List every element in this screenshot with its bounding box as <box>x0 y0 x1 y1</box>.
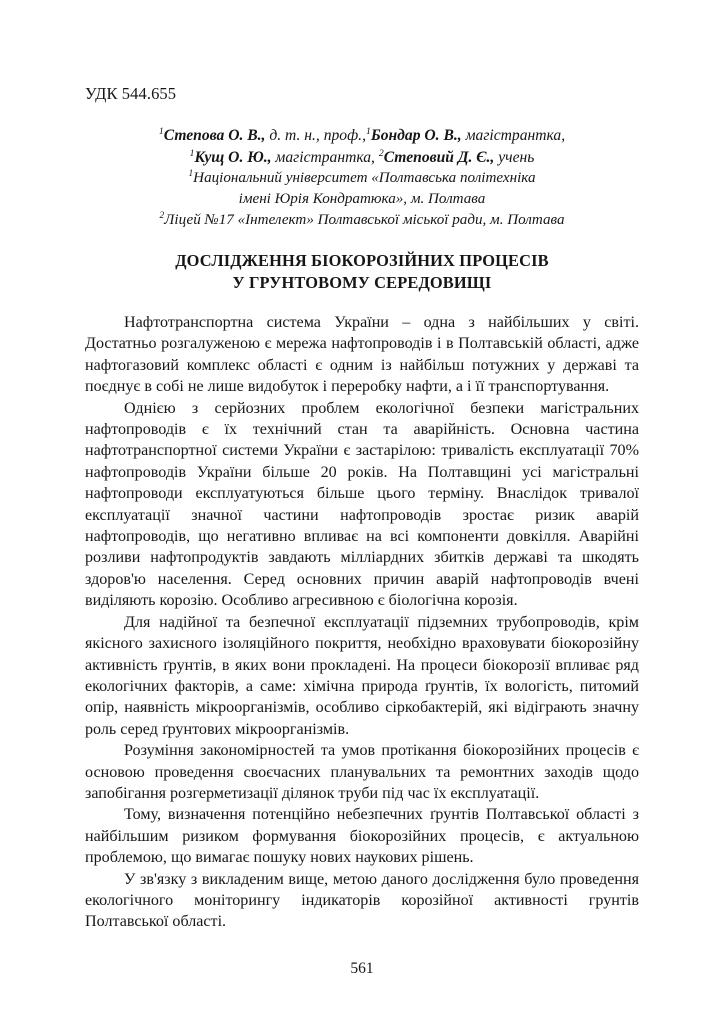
article-body <box>85 312 639 933</box>
author-role: магістрантка, <box>271 148 379 166</box>
body-paragraph: Розуміння закономірностей та умов протікання біокорозійних процесів є основою проведення своєчасних планувальних та ремонтних заходів щодо запобігання розгерметизації ділянок труби під час їх експлуатації. <box>85 742 639 802</box>
author-line <box>85 147 639 169</box>
page-content <box>85 0 639 933</box>
title-line-1: ДОСЛІДЖЕННЯ БІОКОРОЗІЙНИХ ПРОЦЕСІВ <box>175 251 549 270</box>
author-line <box>85 125 639 147</box>
body-paragraph: Нафтотранспортна система України – одна з найбільших у світі. Достатньо розгалуженою є мережа нафтопроводів і в Полтавській області, адже нафтогазовий комплекс області є одним із найбільш потужних у державі та поєднує в собі не лише видобуток і переробку нафти, а і її транспортування. <box>85 314 639 396</box>
author-name: Кущ О. Ю., <box>194 148 272 166</box>
author-role: магістрантка, <box>461 127 566 144</box>
author-name: Бондар О. В., <box>370 127 462 144</box>
page-title <box>85 250 639 294</box>
author-role: учень <box>494 148 535 166</box>
body-paragraph: Тому, визначення потенційно небезпечних ґрунтів Полтавської області з найбільшим ризиком формування біокорозійних процесів, є актуальною проблемою, що вимагає пошуку нових наукових рішень. <box>85 806 639 867</box>
author-name: Степова О. В., <box>163 127 266 144</box>
body-paragraph: Для надійної та безпечної експлуатації підземних трубопроводів, крім якісного захисного ізоляційного покриття, необхідно враховувати біокорозійну активність ґрунтів, в яких вони прокладені. На процеси біокорозії впливає ряд екологічних факторів, а саме: хімічна природа ґрунтів, їх вологість, питомий опір, наявність мікроорганізмів, особливо сіркобактерій, які відіграють значну роль серед ґрунтових мікроорганізмів. <box>85 613 639 738</box>
affiliation-marker: 2 <box>378 147 384 159</box>
affiliation-marker: 1 <box>158 125 164 137</box>
affiliation-text: Національний університет «Полтавська політехніка <box>193 170 536 186</box>
affiliations-block <box>85 168 639 231</box>
affiliation-marker: 1 <box>365 125 371 137</box>
udc-code: УДК 544.655 <box>85 84 177 103</box>
body-paragraph: У зв'язку з викладеним вище, метою даного дослідження було проведення екологічного моніторингу індикаторів корозійної активності грунтів Полтавської області. <box>85 870 639 931</box>
page-number: 561 <box>350 960 374 977</box>
affiliation-marker: 1 <box>188 168 194 179</box>
affiliation-line <box>85 189 639 210</box>
affiliation-line <box>85 210 639 231</box>
body-paragraph: Однією з серйозних проблем екологічної безпеки магістральних нафтопроводів є їх технічний стан та аварійність. Основна частина нафтотранспортної системи України є застарілою: тривалість експлуатації 70% нафтопроводів України більше 20 років. На Полтавщині усі магістральні нафтопроводи експлуатуються більше цього терміну. Внаслідок тривалої експлуатації значної частини нафтопроводів зростає ризик аварій нафтопроводів, що негативно впливає на всі компоненти довкілля. Аварійні розливи нафтопродуктів завдають мілліардних збитків державі та шкодять здоров'ю населення. Серед основних причин аварій нафтопроводів вчені виділяють корозію. Особливо агресивною є біологічна корозія. <box>85 399 639 610</box>
affiliation-line <box>85 168 639 189</box>
affiliation-text: імені Юрія Кондратюка», м. Полтава <box>238 191 486 207</box>
author-role: д. т. н., проф., <box>265 127 366 144</box>
affiliation-marker: 1 <box>189 147 195 159</box>
authors-block <box>85 125 639 168</box>
title-line-2: У ГРУНТОВОМУ СЕРЕДОВИЩІ <box>232 273 492 292</box>
affiliation-text: Ліцей №17 «Інтелект» Полтавської міської ради, м. Полтава <box>164 212 565 228</box>
author-name: Степовий Д. Є., <box>383 148 495 166</box>
affiliation-marker: 2 <box>159 210 165 221</box>
